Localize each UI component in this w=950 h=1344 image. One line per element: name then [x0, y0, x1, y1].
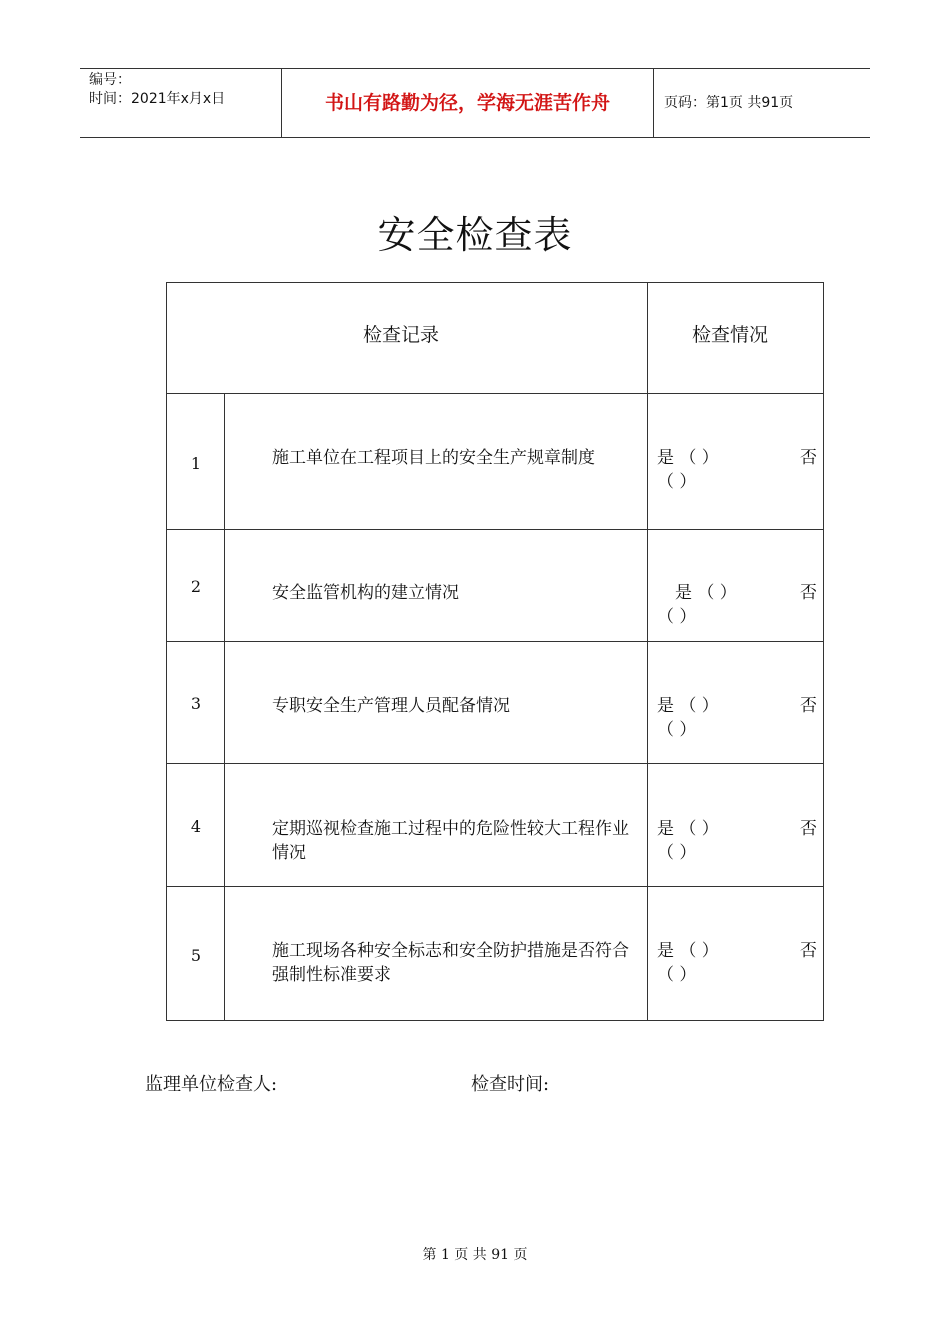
row-number: 3: [190, 694, 202, 713]
page-title: 安全检查表: [377, 213, 573, 257]
row-number: 5: [190, 946, 202, 965]
no-option: 否: [800, 448, 817, 468]
no-option: 否: [800, 583, 817, 603]
row-number: 2: [190, 577, 202, 596]
no-checkbox: （ ）: [657, 472, 697, 492]
check-item: 安全监管机构的建立情况: [272, 583, 459, 603]
yes-option: 是 （ ）: [657, 819, 719, 839]
no-checkbox: （ ）: [657, 843, 697, 863]
table-row-divider: [167, 763, 823, 764]
row-number: 1: [190, 454, 202, 473]
table-row-divider: [167, 529, 823, 530]
document-number-label: 编号：: [89, 72, 131, 88]
no-checkbox: （ ）: [657, 965, 697, 985]
document-header: [80, 68, 870, 138]
no-option: 否: [800, 819, 817, 839]
no-option: 否: [800, 696, 817, 716]
yes-option: 是 （ ）: [657, 941, 719, 961]
header-page-cell: [654, 69, 870, 137]
yes-option: 是 （ ）: [675, 583, 737, 603]
no-checkbox: （ ）: [657, 720, 697, 740]
yes-option: 是 （ ）: [657, 696, 719, 716]
row-number: 4: [190, 817, 202, 836]
no-option: 否: [800, 941, 817, 961]
page-footer: 第 1 页 共 91 页: [422, 1247, 528, 1263]
yes-option: 是 （ ）: [657, 448, 719, 468]
inspector-label: 监理单位检查人:: [145, 1074, 278, 1095]
inspection-time-label: 检查时间:: [471, 1074, 550, 1095]
table-column-divider: [647, 283, 648, 1020]
inspection-table: [166, 282, 824, 1021]
header-meta-cell: [80, 69, 282, 137]
no-checkbox: （ ）: [657, 607, 697, 627]
table-row-divider: [167, 886, 823, 887]
check-item: 施工单位在工程项目上的安全生产规章制度: [272, 448, 595, 468]
check-item: 专职安全生产管理人员配备情况: [272, 696, 510, 716]
header-motto-cell: [282, 69, 654, 137]
check-item: 定期巡视检查施工过程中的危险性较大工程作业情况: [272, 819, 629, 863]
table-row-divider: [167, 393, 823, 394]
header-motto: 书山有路勤为径，学海无涯苦作舟: [324, 92, 610, 114]
check-item: 施工现场各种安全标志和安全防护措施是否符合强制性标准要求: [272, 941, 629, 985]
column-header-status: 检查情况: [692, 324, 769, 346]
table-row-divider: [167, 641, 823, 642]
header-page-info: 页码：第1页 共91页: [664, 95, 794, 111]
document-date: 时间：2021年x月x日: [89, 91, 226, 107]
column-header-record: 检查记录: [363, 324, 440, 346]
